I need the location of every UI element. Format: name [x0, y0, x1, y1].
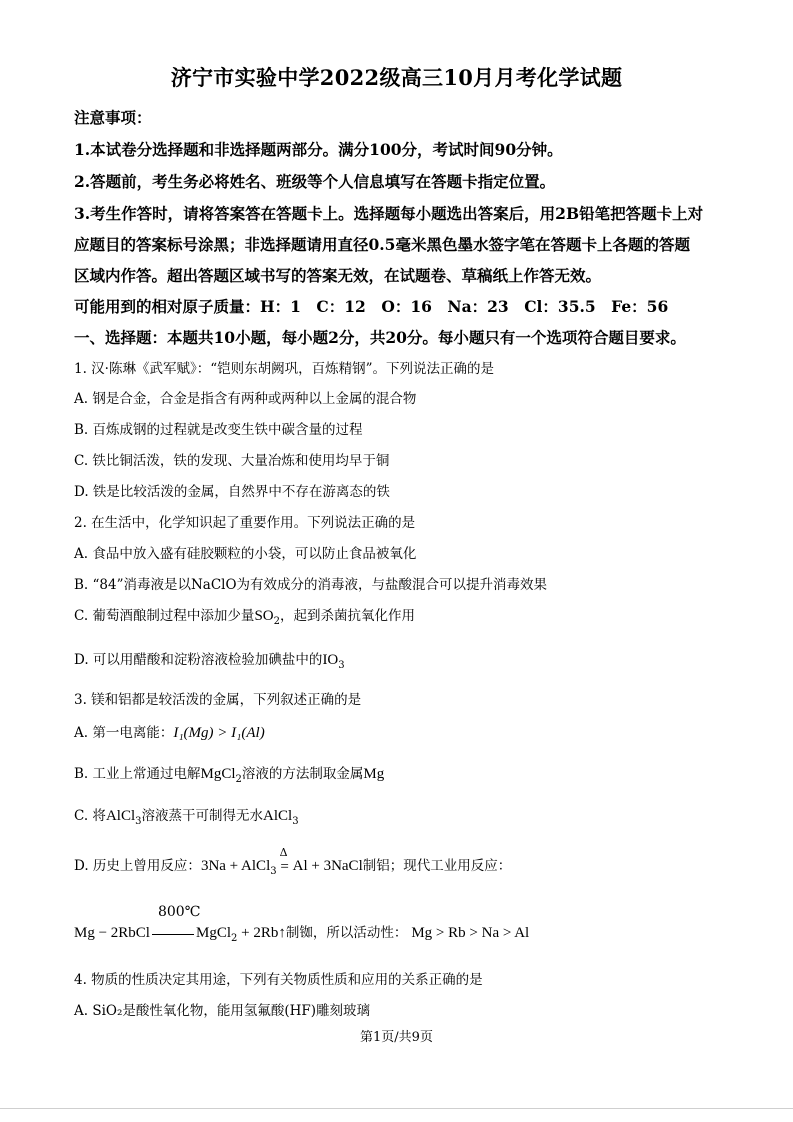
q1-option-a: A. 钢是合金，合金是指含有两种或两种以上金属的混合物	[74, 391, 417, 407]
reaction-2-products: MgCl	[195, 925, 231, 941]
q2-option-a: A. 食品中放入盛有硅胶颗粒的小袋，可以防止食品被氧化	[74, 546, 417, 562]
notice-item-3-line-2: 应题目的答案标号涂黑；非选择题请用直径0.5毫米黑色墨水签字笔在答题卡上各题的答题	[74, 235, 690, 254]
activity-order: Mg > Rb > Na > Al	[411, 925, 530, 941]
heat-arrow: Δ =	[279, 845, 289, 875]
q3-option-c: C. 将AlCl$_3$溶液蒸干可制得无水AlCl$_3$	[74, 808, 299, 827]
page-title: 济宁市实验中学2022级高三10月月考化学试题	[170, 65, 623, 90]
q2-option-d: D. 可以用醋酸和淀粉溶液检验加碘盐中的$IO_3$	[74, 652, 345, 671]
q3-option-d-line-2: Mg − 2RbCl 800℃ MgCl$_2$ + 2Rb↑制铷，所以活动性： Mg > Rb > Na > Al	[74, 903, 530, 944]
q3-stem: 3. 镁和铝都是较活泼的金属，下列叙述正确的是	[74, 692, 362, 708]
reaction-2-reactants: Mg − 2RbCl	[74, 925, 150, 941]
q2-option-c: C. 葡萄酒酿制过程中添加少量$SO_2$，起到杀菌抗氧化作用	[74, 608, 415, 627]
q1-option-d: D. 铁是比较活泼的金属，自然界中不存在游离态的铁	[74, 484, 390, 500]
q4-option-a: A. SiO₂是酸性氧化物，能用氢氟酸(HF)雕刻玻璃	[74, 1003, 371, 1019]
atomic-masses: 可能用到的相对原子质量：H：1 C：12 O：16 Na：23 Cl：35.5 Fe：56	[74, 297, 669, 316]
notice-heading: 注意事项：	[74, 108, 152, 127]
q3-option-b: B. 工业上常通过电解MgCl$_2$溶液的方法制取金属Mg	[74, 766, 385, 785]
section-1-heading: 一、选择题：本题共10小题，每小题2分，共20分。每小题只有一个选项符合题目要求。	[74, 328, 686, 347]
q2-option-b: B. “84”消毒液是以NaClO为有效成分的消毒液，与盐酸混合可以提升消毒效果	[74, 577, 548, 593]
reaction-1-reactants: 3Na + AlCl	[200, 858, 271, 874]
reaction-arrow: 800℃	[150, 924, 196, 944]
q4-stem: 4. 物质的性质决定其用途，下列有关物质性质和应用的关系正确的是	[74, 972, 483, 988]
q1-option-b: B. 百炼成钢的过程就是改变生铁中碳含量的过程	[74, 422, 363, 438]
notice-item-3-line-3: 区域内作答。超出答题区域书写的答案无效，在试题卷、草稿纸上作答无效。	[74, 266, 602, 285]
q3-option-a: A. 第一电离能：I₁(Mg) > I₁(Al)	[74, 725, 265, 741]
notice-item-2: 2.答题前，考生务必将姓名、班级等个人信息填写在答题卡指定位置。	[74, 172, 556, 191]
q3-option-d: D. 历史上曾用反应：3Na + AlCl$_3$ Δ = Al + 3NaCl制铝；现代工业用反应：	[74, 845, 512, 877]
page-divider	[0, 1108, 793, 1109]
q1-option-c: C. 铁比铜活泼，铁的发现、大量冶炼和使用均早于铜	[74, 453, 390, 469]
notice-item-3-line-1: 3.考生作答时，请将答案答在答题卡上。选择题每小题选出答案后，用2B铅笔把答题卡上对	[74, 204, 704, 223]
q1-stem: 1. 汉·陈琳《武军赋》：“铠则东胡阙巩，百炼精钢”。下列说法正确的是	[74, 361, 495, 377]
notice-item-1: 1.本试卷分选择题和非选择题两部分。满分100分，考试时间90分钟。	[74, 140, 563, 159]
page-footer: 第1页/共9页	[360, 1030, 433, 1045]
ionization-energy-formula: I₁(Mg) > I₁(Al)	[173, 725, 265, 741]
reaction-1-products: Al + 3NaCl	[292, 858, 363, 874]
q2-stem: 2. 在生活中，化学知识起了重要作用。下列说法正确的是	[74, 515, 416, 531]
